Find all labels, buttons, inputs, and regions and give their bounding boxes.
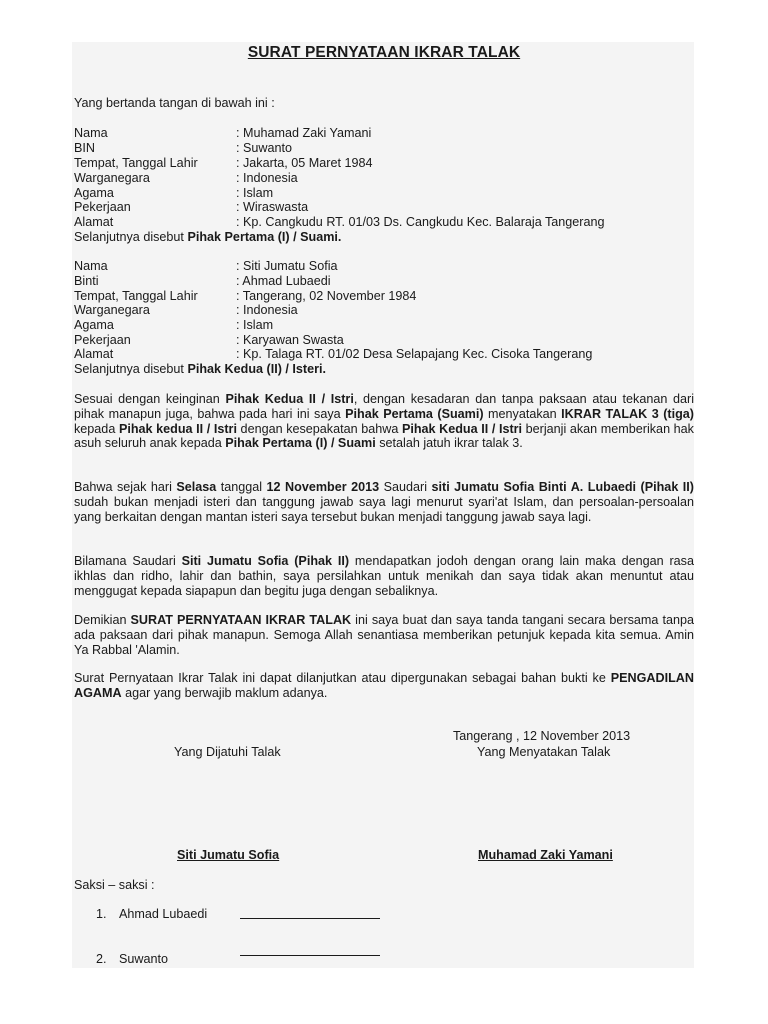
party1-citizenship-label: Warganegara <box>74 171 150 185</box>
party2-birth-label: Tempat, Tanggal Lahir <box>74 289 198 303</box>
party2-reference: Selanjutnya disebut Pihak Kedua (II) / Isteri. <box>74 362 327 376</box>
witness-1-name: Ahmad Lubaedi <box>119 907 208 921</box>
party2-religion-label: Agama <box>74 318 114 332</box>
party2-birth-value: : Tangerang, 02 November 1984 <box>236 289 417 303</box>
party2-religion-value: : Islam <box>236 318 274 332</box>
party1-name-label: Nama <box>74 126 108 140</box>
closing-paragraph: Demikian SURAT PERNYATAAN IKRAR TALAK ini saya buat dan saya tanda tangani secara bersama tanpa ada paksaan dari pihak manapun. Semoga Allah senantiasa memberikan petunjuk kepada kita semua. Amin Ya Rabbal 'Alamin. <box>74 613 694 657</box>
party2-job-label: Pekerjaan <box>74 333 131 347</box>
witness-2-signature-line <box>240 955 380 956</box>
party1-bin-label: BIN <box>74 141 95 155</box>
intro-text: Yang bertanda tangan di bawah ini : <box>74 96 275 110</box>
court-usage-paragraph: Surat Pernyataan Ikrar Talak ini dapat dilanjutkan atau dipergunakan sebagai bahan bukti ke PENGADILAN AGAMA agar yang berwajib maklum adanya. <box>74 671 694 700</box>
party1-bin-value: : Suwanto <box>236 141 293 155</box>
witnesses-heading: Saksi – saksi : <box>74 878 155 892</box>
party1-birth-value: : Jakarta, 05 Maret 1984 <box>236 156 373 170</box>
party2-name-value: : Siti Jumatu Sofia <box>236 259 338 273</box>
party2-citizenship-value: : Indonesia <box>236 303 298 317</box>
witness-2-number: 2. <box>96 952 107 966</box>
party1-citizenship-value: : Indonesia <box>236 171 298 185</box>
remarriage-paragraph: Bilamana Saudari Siti Jumatu Sofia (Pihak II) mendapatkan jodoh dengan orang lain maka dengan rasa ikhlas dan ridho, lahir dan bathin, saya persilahkan untuk menikah dan saya tidak akan menuntut atau menggugat kepada siapapun dan begitu juga dengan sebaliknya. <box>74 554 694 598</box>
party1-birth-label: Tempat, Tanggal Lahir <box>74 156 198 170</box>
left-signatory-caption: Yang Dijatuhi Talak <box>174 745 281 759</box>
right-signatory-caption: Yang Menyatakan Talak <box>477 745 611 759</box>
witness-1-number: 1. <box>96 907 107 921</box>
party2-citizenship-label: Warganegara <box>74 303 150 317</box>
party1-name-value: : Muhamad Zaki Yamani <box>236 126 372 140</box>
party2-binti-label: Binti <box>74 274 99 288</box>
witness-2-name: Suwanto <box>119 952 169 966</box>
party1-religion-label: Agama <box>74 186 114 200</box>
place-date: Tangerang , 12 November 2013 <box>453 729 631 743</box>
document-title: SURAT PERNYATAAN IKRAR TALAK <box>247 44 521 61</box>
left-signatory-name: Siti Jumatu Sofia <box>177 848 280 862</box>
party1-religion-value: : Islam <box>236 186 274 200</box>
party1-job-label: Pekerjaan <box>74 200 131 214</box>
party2-job-value: : Karyawan Swasta <box>236 333 344 347</box>
party1-address-value: : Kp. Cangkudu RT. 01/03 Ds. Cangkudu Kec. Balaraja Tangerang <box>236 215 605 229</box>
divorce-date-paragraph: Bahwa sejak hari Selasa tanggal 12 November 2013 Saudari siti Jumatu Sofia Binti A. Lubaedi (Pihak II) sudah bukan menjadi isteri dan tanggung jawab saya lagi menurut syari'at Islam, dan persoalan-persoalan yang berkaitan dengan mantan isteri saya tersebut bukan menjadi tanggung jawab saya lagi. <box>74 480 694 524</box>
party1-address-label: Alamat <box>74 215 114 229</box>
right-signatory-name: Muhamad Zaki Yamani <box>478 848 613 862</box>
party2-address-value: : Kp. Talaga RT. 01/02 Desa Selapajang Kec. Cisoka Tangerang <box>236 347 593 361</box>
party1-job-value: : Wiraswasta <box>236 200 309 214</box>
party1-reference: Selanjutnya disebut Pihak Pertama (I) / Suami. <box>74 230 342 244</box>
party2-name-label: Nama <box>74 259 108 273</box>
witness-1-signature-line <box>240 918 380 919</box>
statement-paragraph: Sesuai dengan keinginan Pihak Kedua II / Istri, dengan kesadaran dan tanpa paksaan atau tekanan dari pihak manapun juga, bahwa pada hari ini saya Pihak Pertama (Suami) menyatakan IKRAR TALAK 3 (tiga) kepada Pihak kedua II / Istri dengan kesepakatan bahwa Pihak Kedua II / Istri berjanji akan memberikan hak asuh seluruh anak kepada Pihak Pertama (I) / Suami setalah jatuh ikrar talak 3. <box>74 392 695 451</box>
party2-binti-value: : Ahmad Lubaedi <box>236 274 331 288</box>
party2-address-label: Alamat <box>74 347 114 361</box>
